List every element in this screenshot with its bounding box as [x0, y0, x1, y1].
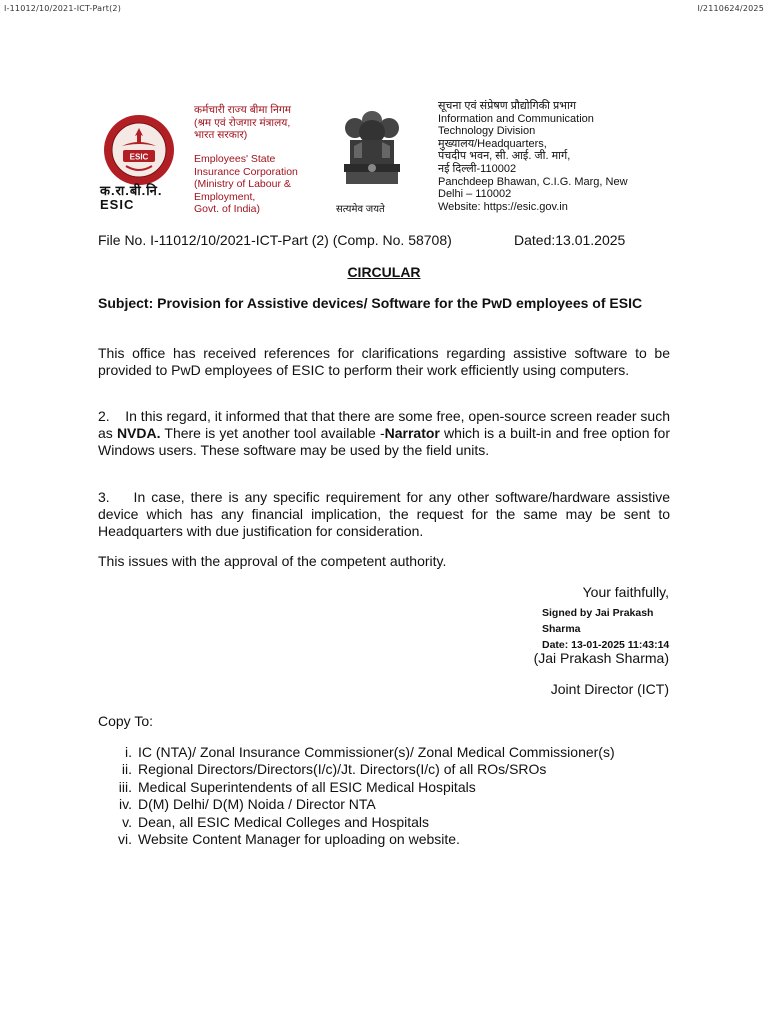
division-line: Panchdeep Bhawan, C.I.G. Marg, New	[438, 175, 628, 188]
list-number: i.	[125, 744, 132, 760]
org-hindi-line: कर्मचारी राज्य बीमा निगम	[194, 104, 292, 116]
list-number: iii.	[118, 778, 132, 795]
division-website: Website: https://esic.gov.in	[438, 200, 568, 213]
file-number: File No. I-11012/10/2021-ICT-Part (2) (Comp. No. 58708)	[98, 232, 452, 248]
header-doc-ref: I/2110624/2025	[697, 4, 764, 13]
division-line: मुख्यालय/Headquarters,	[438, 137, 547, 150]
esic-logo-badge-text: ESIC	[129, 152, 149, 162]
copy-to-list	[98, 744, 615, 848]
header-file-ref: I-11012/10/2021-ICT-Part(2)	[4, 4, 122, 13]
list-item	[98, 779, 615, 796]
division-line: Information and Communication	[438, 112, 594, 125]
logo-hindi: क.रा.बी.नि.	[100, 183, 163, 198]
list-text: Dean, all ESIC Medical Colleges and Hospitals	[138, 813, 430, 830]
division-line: नई दिल्ली-110002	[438, 162, 517, 175]
list-item	[98, 831, 615, 848]
division-line: पंचदीप भवन, सी. आई. जी. मार्ग,	[438, 150, 571, 163]
paragraph-2-text: which is a built-in and free option for Windows users. These software may be used by the field units.	[98, 425, 670, 458]
signatory-designation: Joint Director (ICT)	[550, 681, 669, 697]
document-title: CIRCULAR	[347, 264, 421, 280]
emblem-motto: सत्यमेव जयते	[336, 204, 385, 215]
list-number: vi.	[118, 831, 132, 848]
signature-line: Signed by Jai Prakash	[542, 607, 654, 619]
org-english-line: Employees' State	[194, 153, 276, 165]
division-line: Technology Division	[438, 125, 536, 138]
list-text: Medical Superintendents of all ESIC Medical Hospitals	[138, 778, 476, 795]
list-item	[98, 761, 615, 778]
document-date: Dated:13.01.2025	[514, 232, 626, 248]
paragraph-3: 3. In case, there is any specific requirement for any other software/hardware assistive device which has any financial implication, the request for the same may be sent to Headquarters with due justification for consideration.	[98, 489, 674, 539]
org-english-line: Govt. of India)	[194, 203, 260, 215]
list-item	[98, 796, 615, 813]
org-english-line: Insurance Corporation	[194, 165, 298, 178]
paragraph-2-text: 2. In this regard, it informed that that there are some free, open-source screen reader such as	[98, 408, 674, 441]
org-name-english	[194, 153, 298, 216]
esic-logo	[96, 112, 182, 192]
paragraph-4: This issues with the approval of the competent authority.	[98, 553, 447, 569]
org-name-hindi	[194, 104, 291, 142]
copy-to-heading: Copy To:	[98, 713, 153, 729]
list-text: Regional Directors/Directors(I/c)/Jt. Directors(I/c) of all ROs/SROs	[138, 761, 547, 778]
list-item	[98, 744, 615, 761]
division-line: सूचना एवं संप्रेषण प्रौद्योगिकी प्रभाग	[438, 100, 577, 112]
signatory-name: (Jai Prakash Sharma)	[533, 650, 669, 666]
national-emblem-icon	[332, 102, 412, 198]
list-number: v.	[122, 813, 132, 830]
org-english-line: (Ministry of Labour &	[194, 178, 291, 190]
division-address	[438, 100, 628, 213]
nvda-term: NVDA.	[116, 425, 161, 441]
list-text: Website Content Manager for uploading on website.	[138, 831, 460, 848]
logo-english: ESIC	[100, 197, 135, 212]
signature-date: Date: 13-01-2025 11:43:14	[542, 639, 670, 651]
list-text: D(M) Delhi/ D(M) Noida / Director NTA	[138, 796, 376, 813]
list-number: iv.	[119, 796, 132, 813]
digital-signature	[542, 605, 712, 653]
paragraph-2	[98, 408, 674, 459]
org-hindi-line: भारत सरकार)	[194, 129, 248, 141]
closing-salutation: Your faithfully,	[582, 584, 669, 600]
org-english-line: Employment,	[194, 190, 256, 203]
division-line: Delhi – 110002	[438, 188, 512, 201]
list-text: IC (NTA)/ Zonal Insurance Commissioner(s)/ Zonal Medical Commissioner(s)	[138, 744, 615, 760]
paragraph-1: This office has received references for clarifications regarding assistive software to be provided to PwD employees of ESIC to perform their work efficiently using computers.	[98, 345, 670, 378]
subject-line: Subject: Provision for Assistive devices/ Software for the PwD employees of ESIC	[98, 295, 643, 311]
narrator-term: Narrator	[384, 425, 440, 441]
signature-line: Sharma	[542, 623, 581, 635]
paragraph-2-text: There is yet another tool available -	[160, 425, 385, 441]
org-hindi-line: (श्रम एवं रोजगार मंत्रालय,	[194, 116, 291, 129]
letterhead	[96, 100, 696, 220]
list-number: ii.	[121, 761, 132, 778]
list-item	[98, 814, 615, 831]
esic-logo-wordmark	[100, 184, 163, 212]
